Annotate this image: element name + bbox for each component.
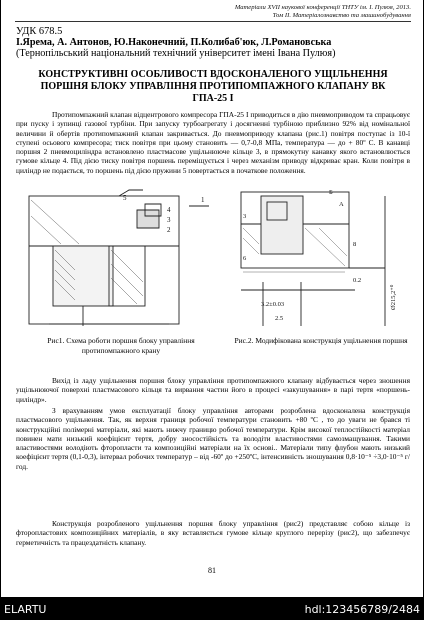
fig2-label-b: Б <box>329 189 333 196</box>
page-number: 81 <box>208 566 216 575</box>
fig2-dim-groove: 2.5 <box>275 315 284 322</box>
paragraph-4: Конструкція розробленого ущільнення поршня блоку управління (рис2) представляє собою кільце із фторопластових композиційних матеріалів, в яку вставляється гумове кільце круглого перерізу (рис2), що забезпечує герметичність та працездатність клапану. <box>16 519 410 547</box>
fig2-dim-height: 8 <box>353 241 357 248</box>
udk-code: УДК 678.5 <box>16 26 63 37</box>
repository-name: ELARTU <box>4 603 47 616</box>
fig1-label-4: 4 <box>167 206 171 214</box>
fig1-label-1: 1 <box>201 196 205 204</box>
paragraph-1: Протипомпажний клапан відцентрового компресора ГПА-25 І приводиться в дію пневмоприводом та спрацьовує при пуску і зупинці газової турбіни. При запуску турбоагрегату і досягненні турбінoю приблизно 92% від номінальної величини й обертів протипомпажний клапан закривається. До пневмоприводу клапана (рис.1) повітря поступає із 10-ї ступені осьового компресора; тиск повітря при цьому становить — 0,7-0,8 МПа, температура — до + 80º С. В канавці поршня 2 пневмоциліндра встановлено пластмасове ущільнююче кільце 3, в прямокутну канавку якого встановлюється гумове кільце 4. Під дією тиску повітря поршень переміщується і через механізм приводу відкриває кран. Коли повітря в циліндр не подається, то поршень під дією пружини 5 повертається в початкове положення. <box>16 110 410 175</box>
figure-2-drawing <box>235 186 411 334</box>
viewer-footer-bar <box>0 597 424 620</box>
header-rule <box>15 21 411 22</box>
paragraph-2: Вихід із ладу ущільнення поршня блоку управління протипомпажного клапану відбувається через зношення ущільнюючої поверхні пластмасового кільця та вирвання частин його в процесі «закушування» в парі тертя «поршень-циліндр». <box>16 376 410 404</box>
paper-title: КОНСТРУКТИВНІ ОСОБЛИВОСТІ ВДОСКОНАЛЕНОГО УЩІЛЬНЕННЯ ПОРШНЯ БЛОКУ УПРАВЛІННЯ ПРОТИПОМПАЖНОГО КЛАПАНУ ВК ГПА-25 І <box>38 69 388 104</box>
running-header-line2: Том II. Матеріалознавство та машинобудування <box>272 12 411 19</box>
affiliation: (Тернопільський національний технічний університет імені Івана Пулюя) <box>16 48 336 59</box>
fig2-label-6: 6 <box>243 255 247 262</box>
authors: І.Ярема, А. Антонов, Ю.Наконечний, П.Колибаб'юк, Л.Романовська <box>16 37 332 48</box>
fig1-label-3: 3 <box>167 216 171 224</box>
fig1-label-2: 2 <box>167 226 171 234</box>
fig1-label-5: 5 <box>123 194 127 202</box>
figure-1-drawing <box>19 186 215 334</box>
fig2-label-3: 3 <box>243 213 247 220</box>
paragraph-3: З врахуванням умов експлуатації блоку управління авторами розроблена вдосконалена конструкція пластмасового ущільнення. Так, як верхня границя робочої температури становить +80 ºС , то до уваги не брався ті конструкційні полімерні матеріали, які мають нижчу границю робочої температури. Крім високої теплостійкості матеріал повинен мати низький коефіцієнт тертя, добру зносостійкість та володіти властивостями самозмащування. Такими властивостями володіють фторопласти та композиційні матеріали на їх основі.. Матеріали типу флубон мають низький коефіцієнт тертя (0,1-0,3), інтервал робочих температур – від -60º до +250ºС, інтенсивність зношування 0,8·10⁻⁵ ÷3,0·10⁻⁵ г/год. <box>16 406 410 471</box>
fig2-dim-width: 3.2±0.03 <box>261 301 285 308</box>
fig2-dim-diameter: Ø215,2⁺⁰ <box>390 284 397 310</box>
fig2-label-a: А <box>339 201 344 208</box>
fig2-dim-gap: 0.2 <box>353 277 362 284</box>
figure-1-caption: Рис1. Схема роботи поршня блоку управління протипомпажного крану <box>47 336 195 355</box>
document-page <box>1 0 423 597</box>
handle-id: hdl:123456789/2484 <box>304 603 420 616</box>
figure-2-caption: Рис.2. Модифікована конструкція ущільнення поршня <box>234 336 408 345</box>
running-header-line1: Матеріали XVII наукової конференції ТНТУ ім. І. Пулюя, 2013. <box>234 4 411 11</box>
